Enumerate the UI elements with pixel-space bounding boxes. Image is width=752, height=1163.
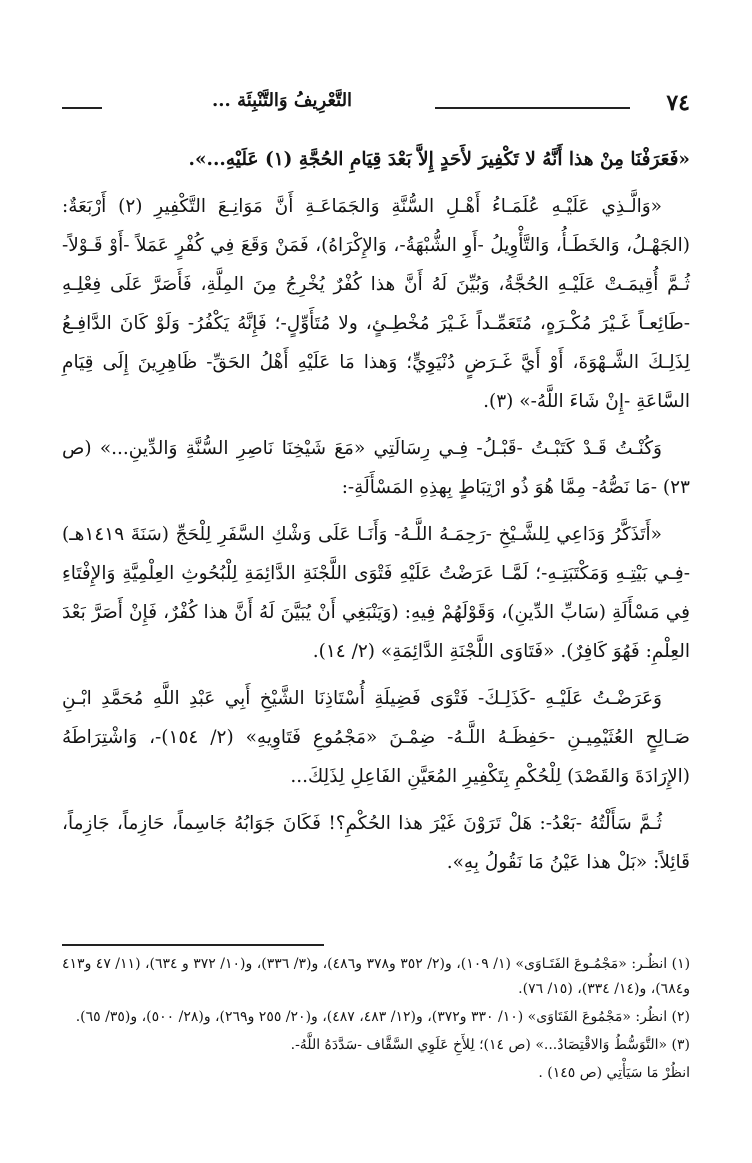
paragraph: «فَعَرَفْنَا مِنْ هذا أَنَّهُ لا تَكْفِيرَ لأَحَدٍ إِلاَّ بَعْدَ قِيَامِ الحُجَّةِ (١) عَلَيْهِ...». xyxy=(188,149,690,170)
footnote-separator xyxy=(62,944,324,946)
footnote: (٢) انظُر: «مَجْمُوعَ الفَتَاوَى» (١٠/ ٣٣٠ و٣٧٢)، و(١٢/ ٤٨٣، ٤٨٧)، و(٢٠/ ٢٥٥ و٢٦٩)، و(٢٨/ ٥٠٠)، و(٣٥/ ٦٥). xyxy=(75,1009,690,1025)
paragraph: ثُـمَّ سَأَلْتُهُ -بَعْدُ-: هَلْ تَرَوْنَ غَيْرَ هذا الحُكْمِ؟! فَكَانَ جَوَابُهُ جَاسِماً، حَازِماً، جَازِماً، قَائِلاً: «بَلْ هذا عَيْنُ مَا نَقُولُ بِهِ». xyxy=(62,813,690,873)
footnote: (٣) «التَّوَسُّطُ وَالاقْتِصَادُ...» (ص ١٤)؛ لِلأَخِ عَلَوِي السَّقَّاف -سَدَّدَهُ اللَّهُ-. xyxy=(290,1037,690,1053)
paragraph: «وَالَّـذِي عَلَيْـهِ عُلَمَـاءُ أَهْـلِ السُّنَّةِ وَالجَمَاعَـةِ أَنَّ مَوَانِـعَ التَّكْفِيرِ (٢) أَرْبَعَةٌ: (الجَهْـلُ، وَالخَطَـأُ، وَالتَّأْوِيلُ -أَوِ الشُّبْهَةُ-، وَالإِكْرَاهُ)، فَمَنْ وَقَعَ فِي كُفْرٍ عَمَلاً -أَوْ قَـوْلاً- ثُـمَّ أُقِيمَـتْ عَلَيْـهِ الحُجَّةُ، وَبُيِّنَ لَهُ أَنَّ هذا كُفْرٌ يُخْرِجُ مِنَ المِلَّةِ، فَأَصَرَّ عَلَى فِعْلِـهِ -طَائِعـاً غَـيْرَ مُكْـرَهٍ، مُتَعَمِّـداً غَـيْرَ مُخْطِـئٍ، ولا مُتَأَوِّلٍ-؛ فَإِنَّهُ يَكْفُرُ- وَلَوْ كَانَ الدَّافِـعُ لِذَلِـكَ الشَّـهْوَةَ، أَوْ أَيَّ غَـرَضٍ دُنْيَوِيٍّ؛ وَهذا مَا عَلَيْهِ أَهْلُ الحَقِّ- ظَاهِرِينَ إِلَى قِيَامِ السَّاعَةِ -إِنْ شَاءَ اللَّهُ-» (٣). xyxy=(62,196,690,412)
paragraph: وَعَرَضْـتُ عَلَيْـهِ -كَذَلِـكَ- فَتْوَى فَضِيلَةِ أُسْتَاذِنَا الشَّيْخِ أَبِي عَبْدِ اللَّهِ مُحَمَّدِ ابْـنِ صَـالِحٍ العُثَيْمِيـنِ -حَفِظَـهُ اللَّـهُ- ضِمْـنَ «مَجْمُوعِ فَتَاوِيهِ» (٢/ ١٥٤)-، وَاشْتِرَاطَهُ (الإِرَادَةَ وَالقَصْدَ) لِلْحُكْمِ بِتَكْفِيرِ المُعَيَّنِ الفَاعِلِ لِذَلِكَ... xyxy=(62,688,690,787)
footnote: انظُرْ مَا سَيَأْتِي (ص ١٤٥) . xyxy=(538,1065,690,1081)
paragraph: «أَتَذَكَّرُ وَدَاعِي لِلشَّـيْخِ -رَحِمَـهُ اللَّـهُ- وَأَنَـا عَلَى وَشْكِ السَّفَرِ لِلْحَجِّ (سَنَةَ ١٤١٩هـ) -فِـي بَيْتِـهِ وَمَكْتَبَتِـهِ-؛ لَمَّـا عَرَضْتُ عَلَيْهِ فَتْوَى اللَّجْنَةِ الدَّائِمَةِ لِلْبُحُوثِ العِلْمِيَّةِ وَالإِفْتَاءِ فِي مَسْأَلَةِ (سَابِّ الدِّينِ)، وَقَوْلَهُمْ فِيهِ: (وَيَنْبَغِي أَنْ يُبَيَّنَ لَهُ أَنَّ هذا كُفْرٌ، فَإِنْ أَصَرَّ بَعْدَ العِلْمِ: فَهُوَ كَافِرٌ). «فَتَاوَى اللَّجْنَةِ الدَّائِمَةِ» (٢/ ١٤). xyxy=(62,524,690,662)
footnotes xyxy=(62,952,690,1089)
running-title: التَّعْرِيفُ وَالتَّنْبِئَة ... xyxy=(212,90,353,111)
main-text xyxy=(62,140,690,890)
header-rule xyxy=(62,107,102,109)
footnote: (١) انظُـر: «مَجْمُـوعَ الفَتَـاوَى» (١/ ١٠٩)، و(٢/ ٣٥٢ و٣٧٨ و٤٨٦)، و(٣/ ٣٣٦)، و(١٠/ ٣٧٢ و ٦٣٤)، (١١/ ٤٧ و٤١٣ و٦٨٤)، و(١٤/ ٣٣٤)، (١٥/ ٧٦). xyxy=(62,956,691,997)
page-number: ٧٤ xyxy=(666,90,690,116)
header-rule xyxy=(435,107,630,109)
page-header xyxy=(62,90,690,124)
paragraph: وَكُنْـتُ قَـدْ كَتَبْـتُ -قَبْـلُ- فِـي رِسَالَتِي «مَعَ شَيْخِنَا نَاصِرِ السُّنَّةِ وَالدِّينِ...» (ص ٢٣) -مَا نَصُّهُ- مِمَّا هُوَ ذُو ارْتِبَاطٍ بِهذِهِ المَسْأَلَةِ-: xyxy=(62,438,690,498)
